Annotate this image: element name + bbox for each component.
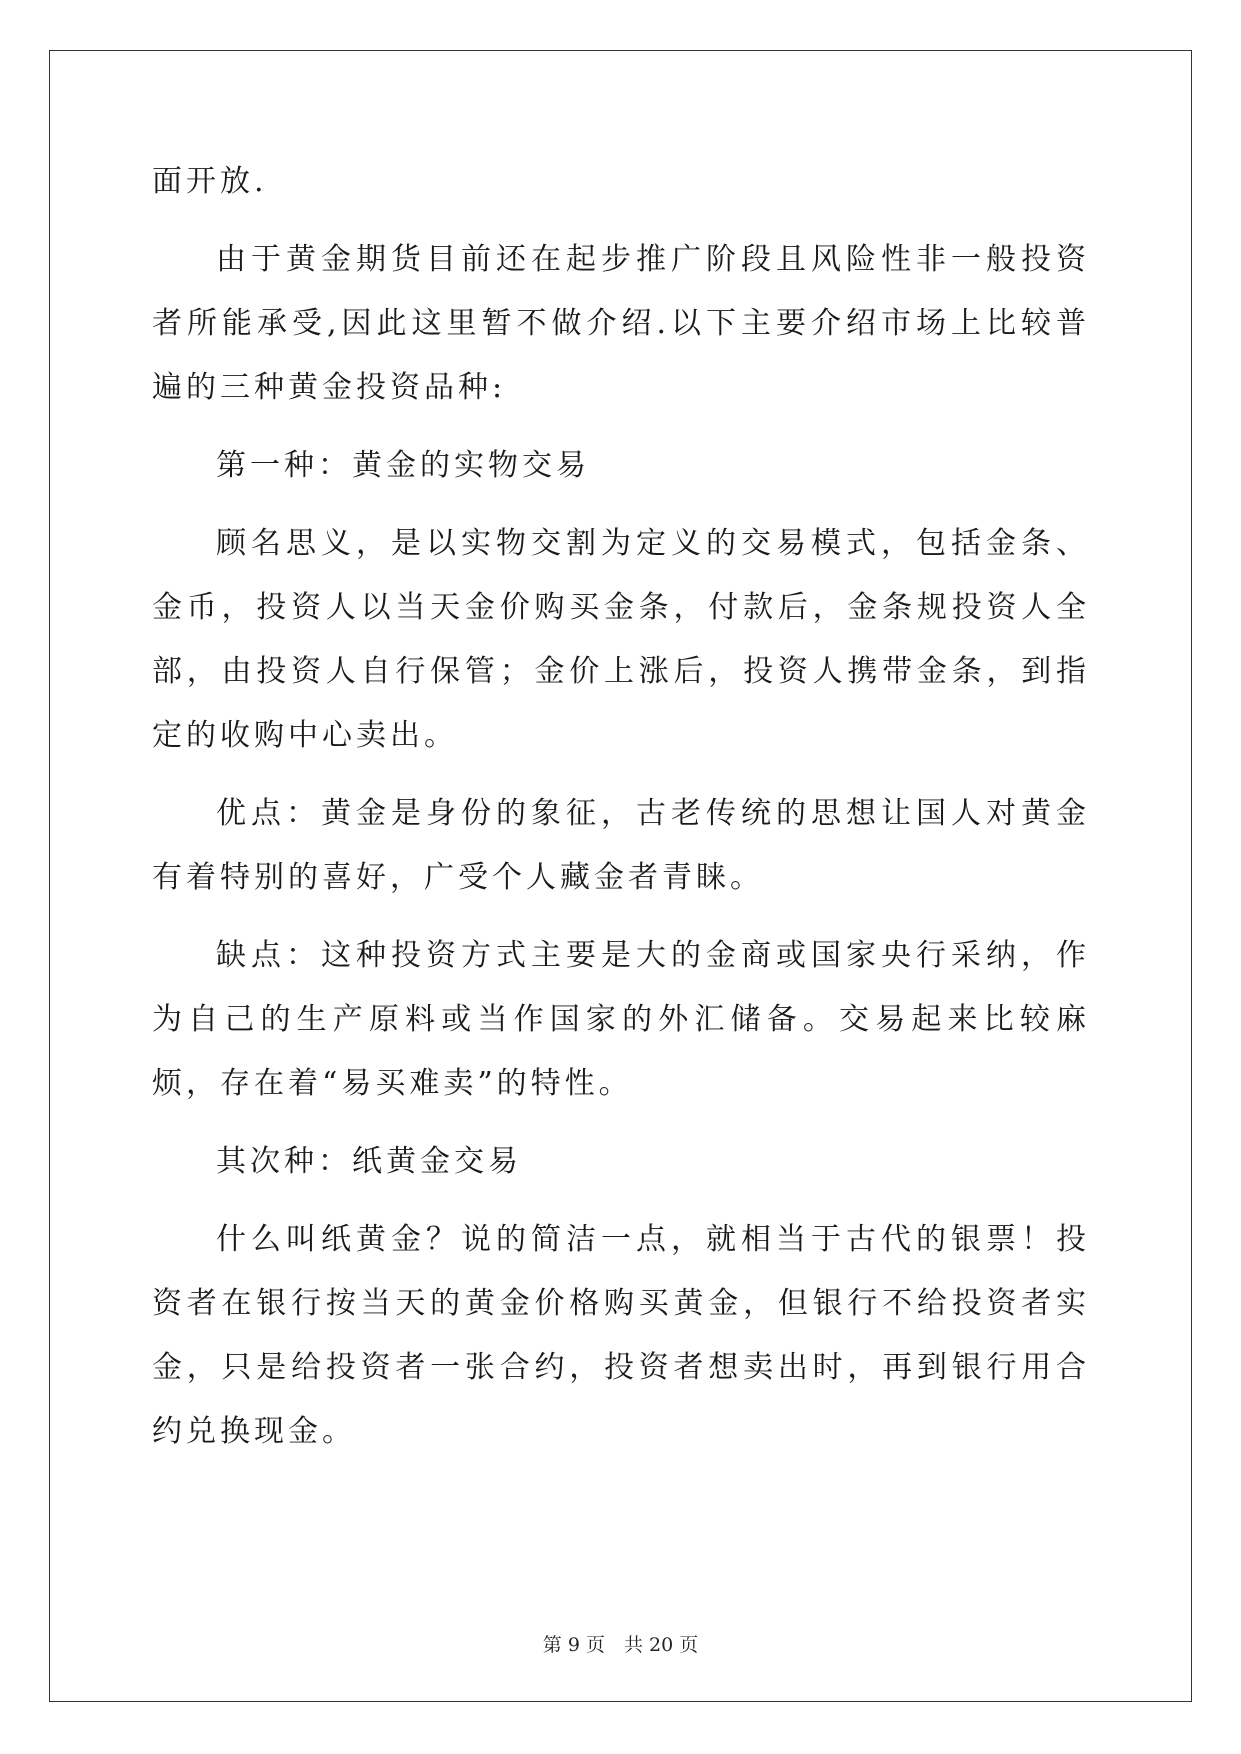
- paragraph-disadvantages: 缺点：这种投资方式主要是大的金商或国家央行采纳，作为自己的生产原料或当作国家的外汇储备。交易起来比较麻烦，存在着“易买难卖”的特性。: [152, 938, 1090, 1101]
- paragraph-advantages: 优点：黄金是身份的象征，古老传统的思想让国人对黄金有着特别的喜好，广受个人藏金者青睐。: [152, 796, 1090, 895]
- paragraph-2: 由于黄金期货目前还在起步推广阶段且风险性非一般投资者所能承受,因此这里暂不做介绍.以下主要介绍市场上比较普遍的三种黄金投资品种:: [152, 242, 1090, 405]
- page-number-footer: 第 9 页 共 20 页: [542, 1634, 699, 1656]
- document-body: [152, 150, 1090, 1464]
- paragraph-paper-gold-description: 什么叫纸黄金？说的简洁一点，就相当于古代的银票！投资者在银行按当天的黄金价格购买黄金，但银行不给投资者实金，只是给投资者一张合约，投资者想卖出时，再到银行用合约兑换现金。: [152, 1222, 1090, 1449]
- section-heading-physical-gold: 第一种：黄金的实物交易: [216, 448, 590, 483]
- section-heading-paper-gold: 其次种：纸黄金交易: [216, 1144, 522, 1179]
- paragraph-physical-gold-description: 顾名思义，是以实物交割为定义的交易模式，包括金条、金币，投资人以当天金价购买金条，付款后，金条规投资人全部，由投资人自行保管；金价上涨后，投资人携带金条，到指定的收购中心卖出。: [152, 526, 1090, 753]
- paragraph-1: 面开放.: [152, 164, 268, 199]
